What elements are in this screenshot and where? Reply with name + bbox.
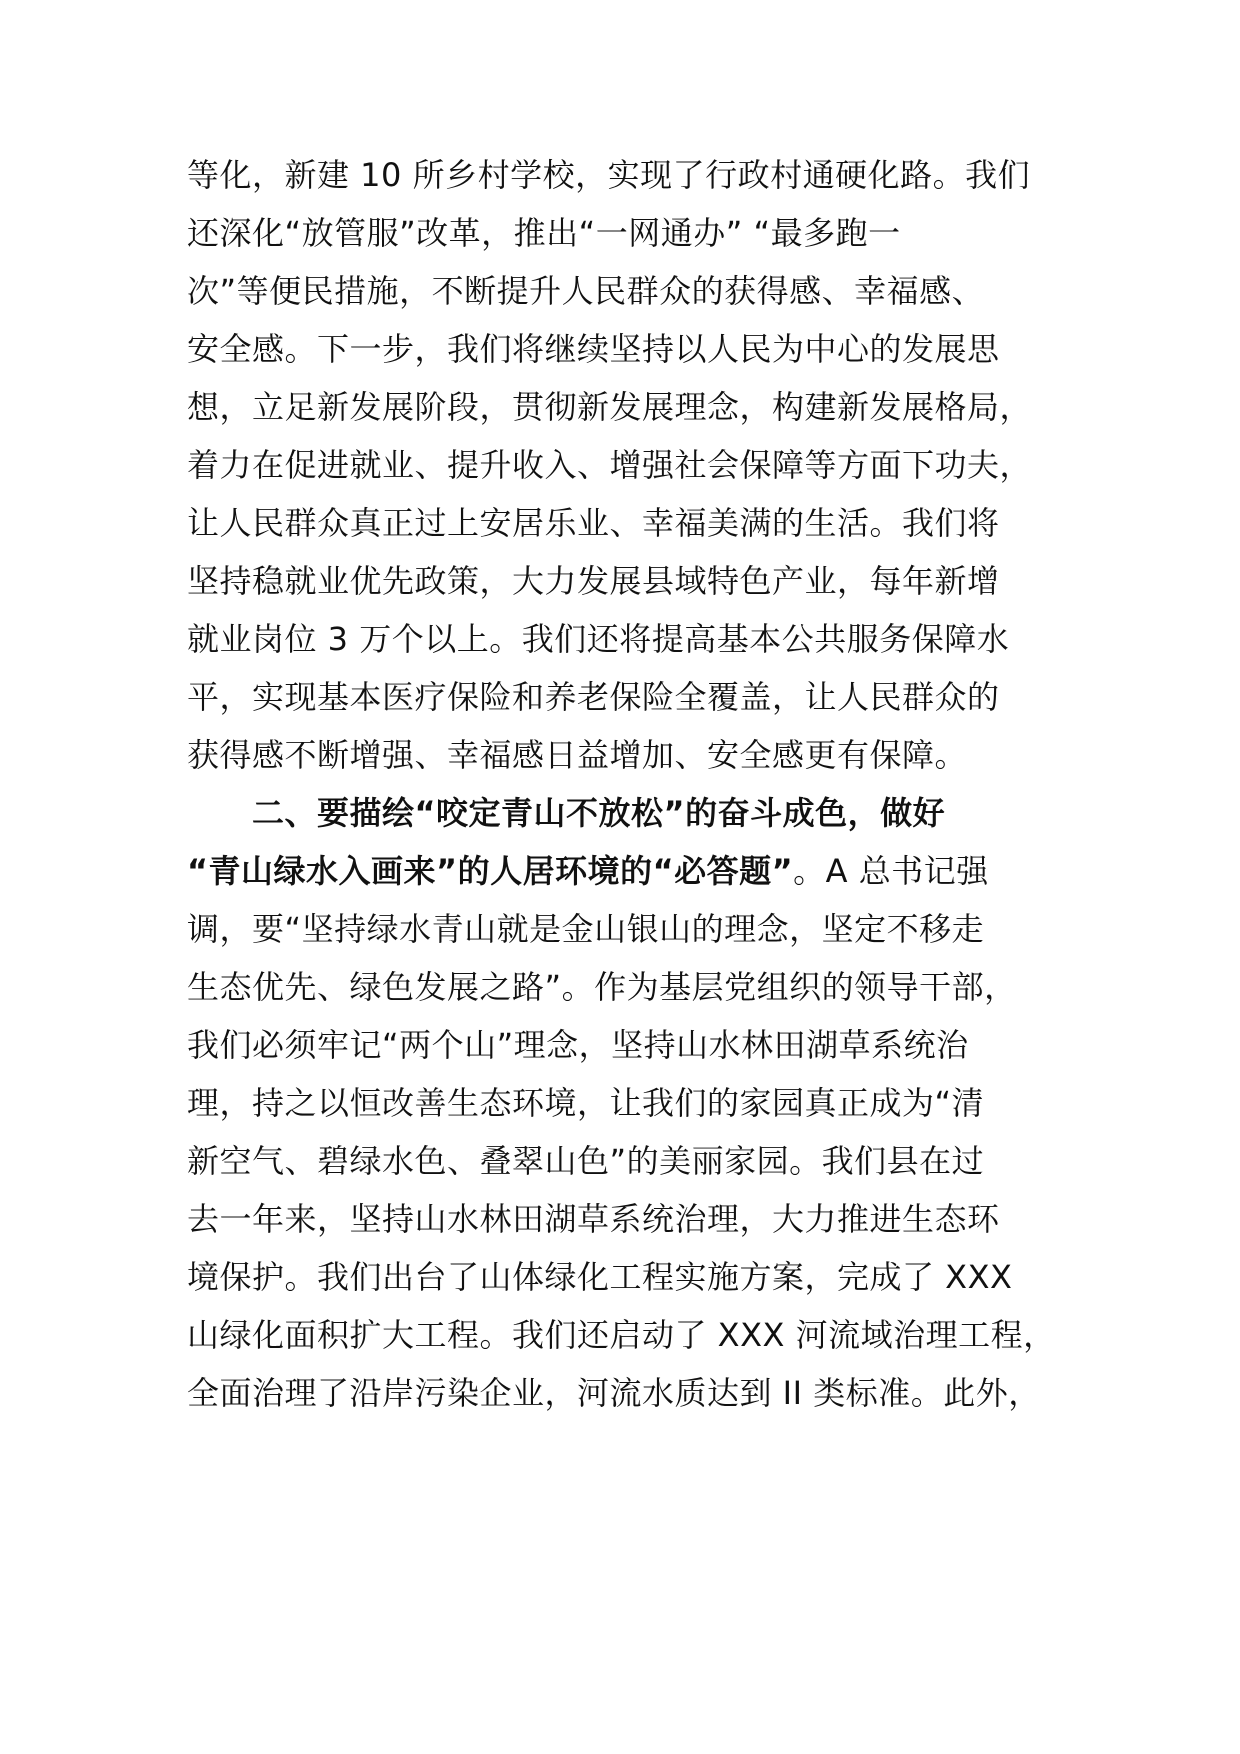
paragraph-line: 平，实现基本医疗保险和养老保险全覆盖，让人民群众的 [187,678,1000,716]
paragraph-line: 山绿化面积扩大工程。我们还启动了 XXX 河流域治理工程， [187,1316,1056,1354]
paragraph-line: 安全感。下一步，我们将继续坚持以人民为中心的发展思 [187,330,1000,368]
paragraph-line: 让人民群众真正过上安居乐业、幸福美满的生活。我们将 [187,504,1000,542]
paragraph-line: 着力在促进就业、提升收入、增强社会保障等方面下功夫， [187,446,1033,484]
paragraph-line: 坚持稳就业优先政策，大力发展县域特色产业，每年新增 [187,562,1000,600]
paragraph-line: 境保护。我们出台了山体绿化工程实施方案，完成了 XXX [187,1258,1013,1296]
section-heading-bold-part: “青山绿水入画来”的人居环境的“必答题” [187,852,794,890]
paragraph-line: 我们必须牢记“两个山”理念，坚持山水林田湖草系统治 [187,1026,969,1064]
paragraph-line: 还深化“放管服”改革，推出“一网通办” “最多跑一 [187,214,901,252]
paragraph-line: 去一年来，坚持山水林田湖草系统治理，大力推进生态环 [187,1200,1000,1238]
paragraph-line: 理，持之以恒改善生态环境，让我们的家园真正成为“清 [187,1084,985,1122]
paragraph-line: 获得感不断增强、幸福感日益增加、安全感更有保障。 [187,736,968,774]
paragraph-line: 等化，新建 10 所乡村学校，实现了行政村通硬化路。我们 [187,156,1031,194]
section-heading-continuation [187,851,989,891]
paragraph-line: 调，要“坚持绿水青山就是金山银山的理念，坚定不移走 [187,910,985,948]
paragraph-line: 全面治理了沿岸污染企业，河流水质达到 II 类标准。此外， [187,1374,1041,1412]
section-heading: 二、要描绘“咬定青山不放松”的奋斗成色，做好 [252,794,946,832]
paragraph-line: 想，立足新发展阶段，贯彻新发展理念，构建新发展格局， [187,388,1033,426]
paragraph-text: 。A 总书记强 [793,852,989,890]
paragraph-line: 新空气、碧绿水色、叠翠山色”的美丽家园。我们县在过 [187,1142,985,1180]
paragraph-line: 次”等便民措施，不断提升人民群众的获得感、幸福感、 [187,272,985,310]
paragraph-line: 生态优先、绿色发展之路”。作为基层党组织的领导干部， [187,968,1017,1006]
paragraph-line: 就业岗位 3 万个以上。我们还将提高基本公共服务保障水 [187,620,1010,658]
